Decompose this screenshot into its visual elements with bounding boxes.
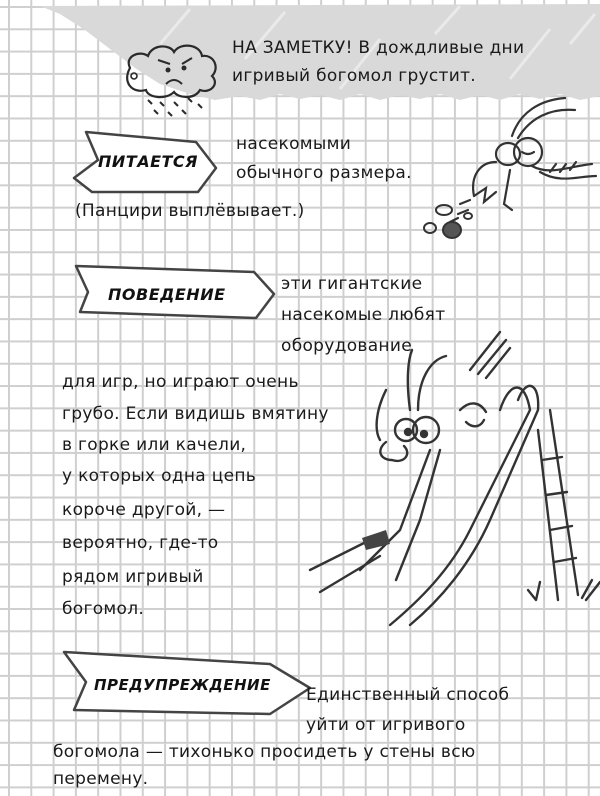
- section-label: ПИТАЕТСЯ: [98, 152, 198, 171]
- section-text-line: насекомые любят: [281, 305, 446, 325]
- section-text-line: богомол.: [62, 599, 145, 619]
- mantis-spitting-shells-icon: [400, 92, 600, 246]
- section-text-line: рядом игривый: [62, 567, 204, 587]
- section-banner-behavior: [74, 262, 284, 332]
- section-text-line: Единственный способ: [306, 685, 510, 705]
- section-text-line: эти гигантские: [281, 274, 423, 294]
- angry-rain-cloud-icon: [118, 38, 228, 122]
- note-line-1: НА ЗАМЕТКУ! В дождливые дни: [232, 38, 525, 58]
- section-text-line: оборудование: [281, 336, 412, 356]
- note-line-2: игривый богомол грустит.: [232, 66, 477, 86]
- section-label: ПРЕДУПРЕЖДЕНИЕ: [94, 676, 271, 694]
- section-text-line: вероятно, где-то: [62, 533, 219, 553]
- section-banner-eats: [68, 128, 238, 202]
- section-text-line: уйти от игривого: [306, 715, 466, 735]
- section-text-line: у которых одна цепь: [62, 466, 257, 486]
- section-label: ПОВЕДЕНИЕ: [108, 285, 226, 304]
- section-text-line: в горке или качели,: [62, 435, 247, 455]
- section-text-line: насекомыми: [236, 134, 352, 154]
- section-banner-warning: [60, 648, 320, 728]
- section-text-line: грубо. Если видишь вмятину: [62, 404, 329, 424]
- section-text-line: обычного размера.: [236, 163, 412, 183]
- section-text-line: короче другой, —: [62, 500, 226, 520]
- section-text-line: перемену.: [53, 769, 149, 789]
- section-text-line: богомола — тихонько просидеть у стены всю: [53, 742, 476, 762]
- section-text-line: (Панцири выплёвывает.): [75, 201, 305, 221]
- mantis-on-slide-icon: [300, 330, 600, 634]
- section-text-line: для игр, но играют очень: [62, 372, 299, 392]
